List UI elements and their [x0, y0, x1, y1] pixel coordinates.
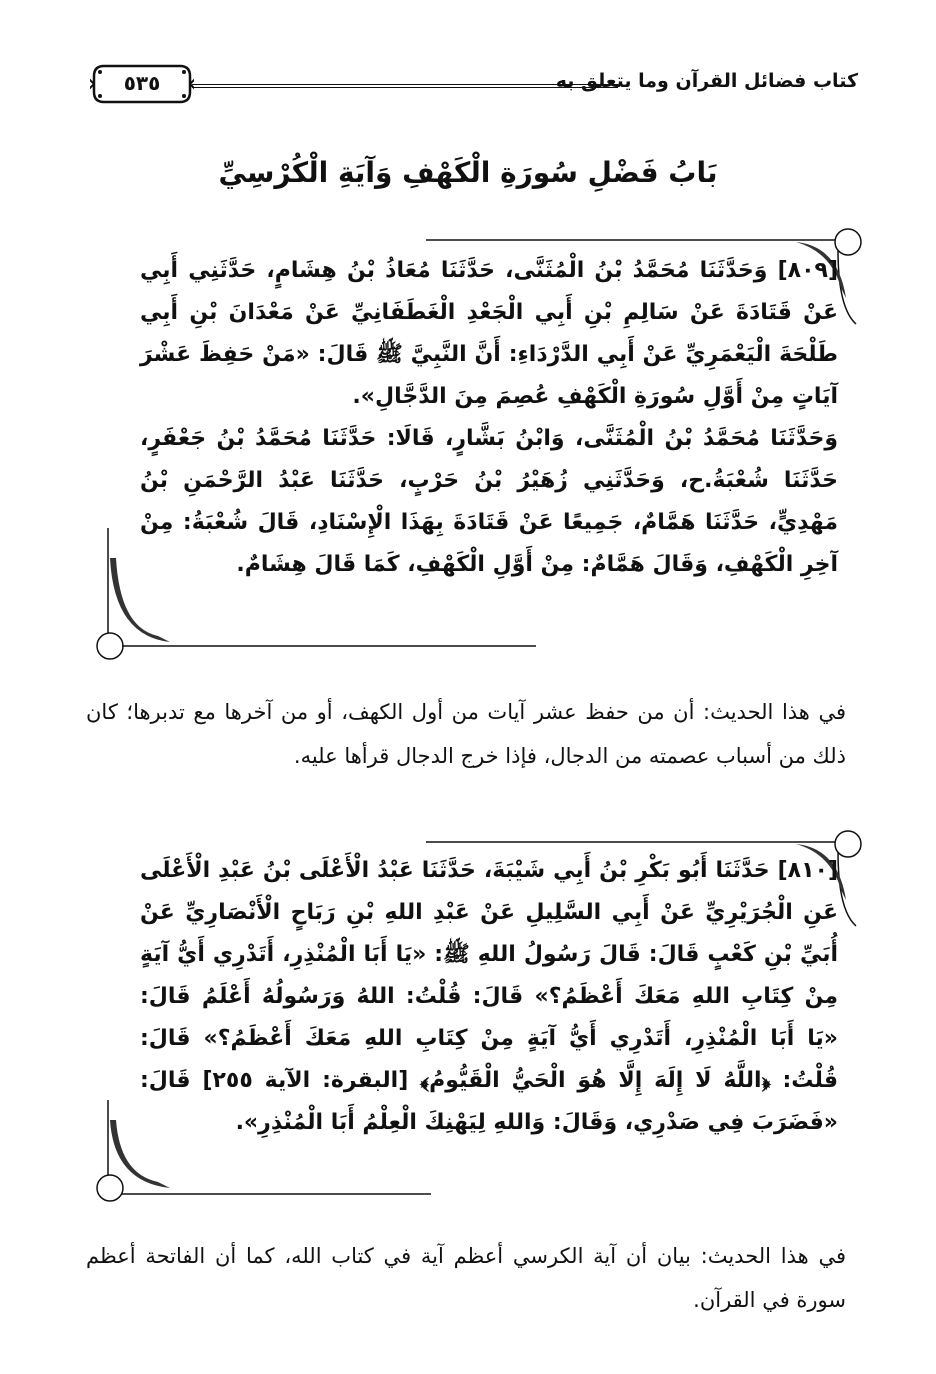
- hadith-810-block: [96, 830, 866, 1210]
- page-header: [88, 60, 858, 116]
- hadith-809-block: [96, 228, 866, 668]
- commentary-paragraph: في هذا الحديث: أن من حفظ عشر آيات من أول الكهف، أو من آخرها مع تدبرها؛ كان ذلك من أسباب عصمته من الدجال، فإذا خرج الدجال قرأها عليه.: [86, 700, 846, 768]
- header-rule: [192, 84, 618, 88]
- hadith-paragraph: [٨٠٩] وَحَدَّثَنَا مُحَمَّدُ بْنُ الْمُثَنَّى، حَدَّثَنَا مُعَاذُ بْنُ هِشَامٍ، حَدَّثَنِي أَبِي عَنْ قَتَادَةَ عَنْ سَالِمِ بْنِ أَبِي الْجَعْدِ الْغَطَفَانِيِّ عَنْ مَعْدَانَ بْنِ أَبِي طَلْحَةَ الْيَعْمَرِيِّ عَنْ أَبِي الدَّرْدَاءِ: أَنَّ النَّبِيَّ ﷺ قَالَ: «مَنْ حَفِظَ عَشْرَ آيَاتٍ مِنْ أَوَّلِ سُورَةِ الْكَهْفِ عُصِمَ مِنَ الدَّجَّالِ».: [140, 258, 838, 409]
- commentary-paragraph: في هذا الحديث: بيان أن آية الكرسي أعظم آية في كتاب الله، كما أن الفاتحة أعظم سورة في القرآن.: [86, 1244, 846, 1312]
- commentary-810: [86, 1234, 846, 1322]
- hadith-810-text: [140, 850, 838, 1144]
- running-title: كتاب فضائل القرآن وما يتعلق به: [555, 70, 858, 92]
- hadith-paragraph: [٨١٠] حَدَّثَنَا أَبُو بَكْرِ بْنُ أَبِي شَيْبَةَ، حَدَّثَنَا عَبْدُ الْأَعْلَى بْنُ عَبْدِ الْأَعْلَى عَنِ الْجُرَيْرِيِّ عَنْ أَبِي السَّلِيلِ عَنْ عَبْدِ اللهِ بْنِ رَبَاحٍ الْأَنْصَارِيِّ عَنْ أُبَيِّ بْنِ كَعْبٍ قَالَ: قَالَ رَسُولُ اللهِ ﷺ: «يَا أَبَا الْمُنْذِرِ، أَتَدْرِي أَيُّ آيَةٍ مِنْ كِتَابِ اللهِ مَعَكَ أَعْظَمُ؟» قَالَ: قُلْتُ: اللهُ وَرَسُولُهُ أَعْلَمُ قَالَ: «يَا أَبَا الْمُنْذِرِ، أَتَدْرِي أَيُّ آيَةٍ مِنْ كِتَابِ اللهِ مَعَكَ أَعْظَمُ؟» قَالَ: قُلْتُ: ﴿اللَّهُ لَا إِلَهَ إِلَّا هُوَ الْحَيُّ الْقَيُّومُ﴾ [البقرة: الآية ٢٥٥] قَالَ: «فَضَرَبَ فِي صَدْرِي، وَقَالَ: وَاللهِ لِيَهْنِكَ الْعِلْمُ أَبَا الْمُنْذِرِ».: [140, 858, 838, 1135]
- hadith-paragraph: وَحَدَّثَنَا مُحَمَّدُ بْنُ الْمُثَنَّى، وَابْنُ بَشَّارٍ، قَالَا: حَدَّثَنَا مُحَمَّدُ بْنُ جَعْفَرٍ، حَدَّثَنَا شُعْبَةُ.ح، وَحَدَّثَنِي زُهَيْرُ بْنُ حَرْبٍ، حَدَّثَنَا عَبْدُ الرَّحْمَنِ بْنُ مَهْدِيٍّ، حَدَّثَنَا هَمَّامٌ، جَمِيعًا عَنْ قَتَادَةَ بِهَذَا الْإِسْنَادِ، قَالَ شُعْبَةُ: مِنْ آخِرِ الْكَهْفِ، وَقَالَ هَمَّامٌ: مِنْ أَوَّلِ الْكَهْفِ، كَمَا قَالَ هِشَامٌ.: [140, 426, 838, 577]
- commentary-809: [86, 690, 846, 778]
- hadith-809-text: [140, 250, 838, 586]
- page-number-ornament: [90, 62, 194, 106]
- page-number: ٥٣٥: [123, 71, 161, 95]
- chapter-title: بَابُ فَضْلِ سُورَةِ الْكَهْفِ وَآيَةِ الْكُرْسِيِّ: [218, 156, 718, 189]
